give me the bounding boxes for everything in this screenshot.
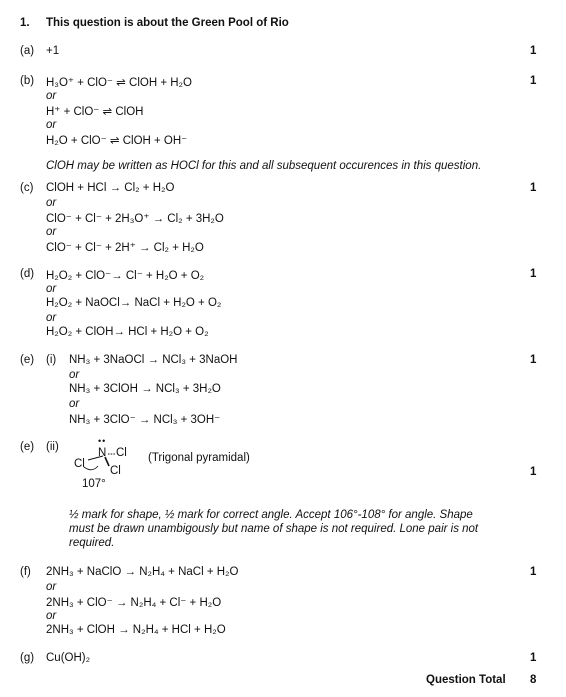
part-d-label: (d) [20,268,35,280]
part-a-answer: +1 [46,45,60,57]
part-c-line-2: ClO⁻ + Cl⁻ + 2H₃O⁺ → Cl₂ + 3H₂O [46,213,224,225]
substituent-cl-bottom: Cl [110,465,121,477]
question-number: 1. [20,17,30,29]
part-e-i-sublabel: (i) [46,354,57,366]
part-d-line-3: H₂O₂ + ClOH→ HCl + H₂O + O₂ [46,326,209,338]
question-total-value: 8 [530,674,537,686]
part-b-line-2: H⁺ + ClO⁻ ⇌ ClOH [46,106,144,118]
part-f-or-2: or [46,610,57,622]
part-f-line-2: 2NH₃ + ClO⁻ → N₂H₄ + Cl⁻ + H₂O [46,597,222,609]
part-e-i-line-2: NH₃ + 3ClOH → NCl₃ + 3H₂O [69,383,221,395]
part-f-line-1: 2NH₃ + NaClO → N₂H₄ + NaCl + H₂O [46,566,239,578]
part-c-or-1: or [46,197,57,209]
part-f-line-3: 2NH₃ + ClOH → N₂H₄ + HCl + H₂O [46,624,226,636]
part-b-line-3: H₂O + ClO⁻ ⇌ ClOH + OH⁻ [46,135,188,147]
part-e-ii-mark: 1 [530,466,537,478]
part-a-label: (a) [20,45,35,57]
marking-note: ½ mark for shape, ½ mark for correct angle. Accept 106°-108° for angle. Shape must be drawn unambigously but name of shape is not required. Lone pair is not required. [69,509,479,549]
part-d-or-1: or [46,283,57,295]
part-c-label: (c) [20,182,34,194]
part-e-ii-label: (e) [20,441,35,453]
central-atom-n: N [98,447,107,459]
part-f-label: (f) [20,566,31,578]
part-g-answer: Cu(OH)₂ [46,652,91,664]
part-b-or-1: or [46,90,57,102]
part-d-line-1: H₂O₂ + ClO⁻→ Cl⁻ + H₂O + O₂ [46,270,205,282]
part-c-line-3: ClO⁻ + Cl⁻ + 2H⁺ → Cl₂ + H₂O [46,242,204,254]
bond-angle: 107° [82,478,106,490]
part-e-i-or-2: or [69,398,80,410]
part-c-line-1: ClOH + HCl → Cl₂ + H₂O [46,182,175,194]
part-b-mark: 1 [530,75,537,87]
part-e-i-line-1: NH₃ + 3NaOCl → NCl₃ + 3NaOH [69,354,238,366]
cloh-note: ClOH may be written as HOCl for this and all subsequent occurences in this question. [46,160,482,172]
part-b-line-1: H₃O⁺ + ClO⁻ ⇌ ClOH + H₂O [46,77,192,89]
part-e-label: (e) [20,354,35,366]
part-e-ii-sublabel: (ii) [46,441,59,453]
lone-pair: •• [98,436,107,446]
part-d-mark: 1 [530,268,537,280]
part-c-or-2: or [46,226,57,238]
part-b-or-2: or [46,119,57,131]
question-title: This question is about the Green Pool of Rio [46,17,289,29]
question-total-label: Question Total [426,674,506,686]
part-g-label: (g) [20,652,35,664]
part-d-line-2: H₂O₂ + NaOCl→ NaCl + H₂O + O₂ [46,297,222,309]
part-d-or-2: or [46,312,57,324]
substituent-cl-left: Cl [74,458,85,470]
part-f-or-1: or [46,581,57,593]
shape-name: (Trigonal pyramidal) [148,452,250,464]
substituent-cl-right: Cl [116,447,127,459]
part-c-mark: 1 [530,182,537,194]
part-e-i-line-3: NH₃ + 3ClO⁻ → NCl₃ + 3OH⁻ [69,414,221,426]
part-f-mark: 1 [530,566,537,578]
part-e-i-or-1: or [69,369,80,381]
part-a-mark: 1 [530,45,537,57]
part-b-label: (b) [20,75,35,87]
part-g-mark: 1 [530,652,537,664]
part-e-i-mark: 1 [530,354,537,366]
